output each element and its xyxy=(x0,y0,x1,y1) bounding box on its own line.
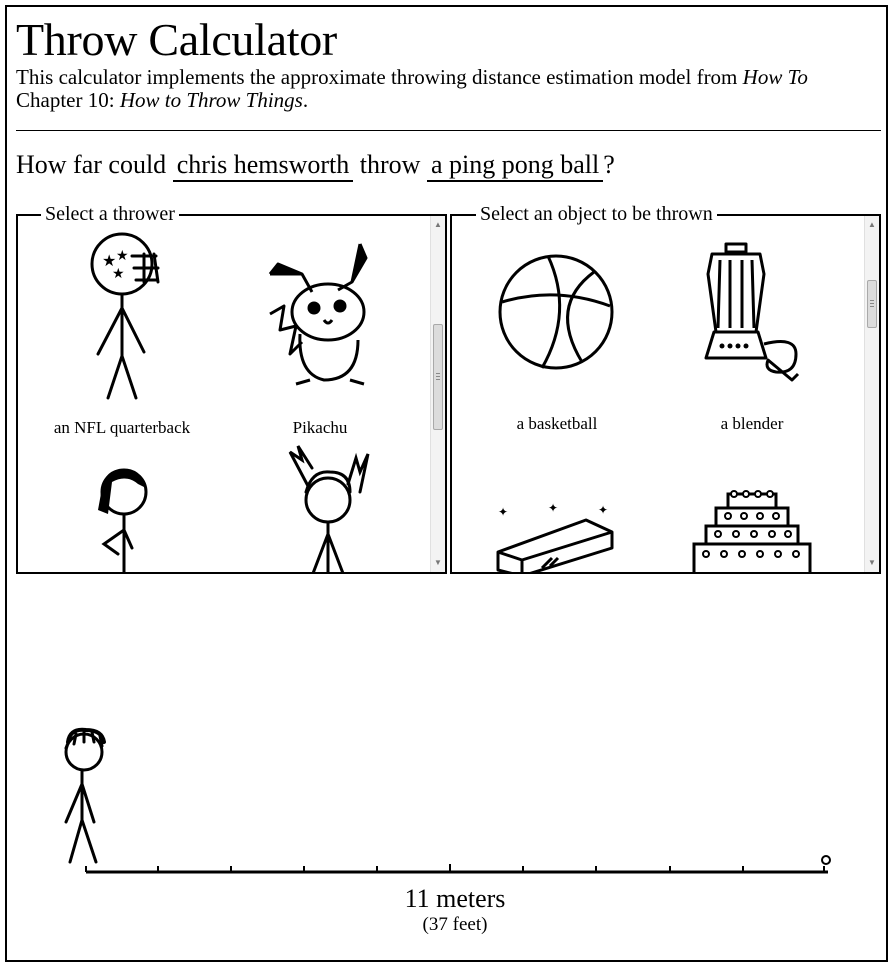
distance-feet: (37 feet) xyxy=(422,914,488,935)
thrower-select[interactable]: chris hemsworth xyxy=(173,150,354,182)
question-line: How far could chris hemsworth throw a ping pong ball ? xyxy=(16,148,615,182)
svg-text:✦: ✦ xyxy=(548,501,559,515)
scroll-up-icon[interactable]: ▲ xyxy=(868,220,876,229)
ping-pong-ball-icon xyxy=(822,856,830,864)
scroll-down-icon[interactable]: ▼ xyxy=(434,558,442,567)
object-label: a blender xyxy=(720,414,784,433)
object-select[interactable]: a ping pong ball xyxy=(427,150,603,182)
chapter-title: How to Throw Things xyxy=(119,88,303,112)
thrower-figure-icon xyxy=(66,730,104,862)
object-label: a basketball xyxy=(516,414,598,433)
svg-text:✦: ✦ xyxy=(498,505,509,519)
book-title: How To xyxy=(742,65,808,89)
thrower-legend: Select a thrower xyxy=(41,203,179,225)
intro-text: This calculator implements the approximate throwing distance estimation model from How To Chapter 10: How to Throw Things. xyxy=(16,65,808,112)
svg-text:✦: ✦ xyxy=(598,503,609,517)
svg-text:★: ★ xyxy=(112,266,125,282)
object-legend: Select an object to be thrown xyxy=(476,203,717,225)
scroll-up-icon[interactable]: ▲ xyxy=(434,220,442,229)
thrower-label: an NFL quarterback xyxy=(53,418,191,437)
thrower-label: Pikachu xyxy=(292,418,348,437)
distance-meters: 11 meters xyxy=(404,884,506,913)
svg-text:★: ★ xyxy=(102,251,117,270)
svg-text:★: ★ xyxy=(116,248,129,264)
page-title: Throw Calculator xyxy=(16,14,337,65)
scroll-down-icon[interactable]: ▼ xyxy=(868,558,876,567)
